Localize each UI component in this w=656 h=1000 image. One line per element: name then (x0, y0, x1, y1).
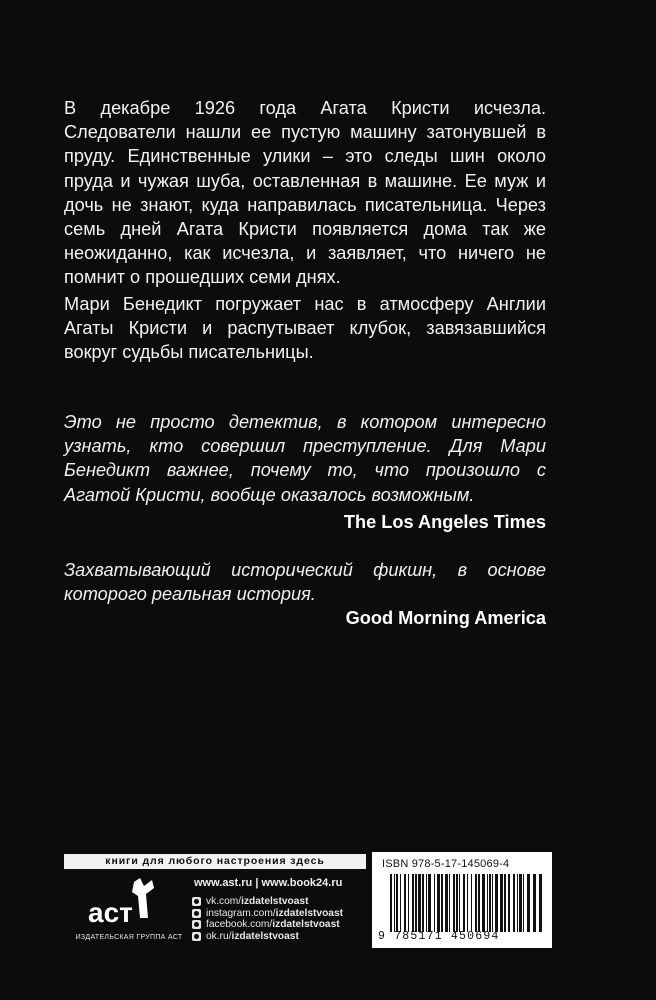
barcode-bar (408, 874, 409, 932)
barcode-bar (504, 874, 506, 932)
barcode-bar (489, 874, 491, 932)
review-quote-2: Захватывающий исторический фикшн, в основе которого реальная история. (64, 560, 546, 605)
barcode-bar (390, 874, 392, 932)
social-link-0[interactable] (192, 896, 343, 908)
social-link-handle: izdatelstvoast (275, 907, 344, 919)
barcode-bar (513, 874, 515, 932)
social-link-prefix: ok.ru/ (206, 930, 232, 942)
barcode-bar (426, 874, 427, 932)
social-link-1[interactable] (192, 908, 343, 920)
barcode-bar (467, 874, 468, 932)
barcode-bar (482, 874, 485, 932)
ok-icon (192, 932, 201, 941)
barcode-bar (445, 874, 448, 932)
publisher-websites[interactable]: www.ast.ru | www.book24.ru (194, 877, 343, 889)
barcode-bar (519, 874, 522, 932)
annotation-2 (64, 292, 546, 365)
barcode-bar (449, 874, 450, 932)
barcode-bar (437, 874, 440, 932)
barcode-bar (475, 874, 477, 932)
barcode (390, 874, 544, 932)
barcode-bar (478, 874, 480, 932)
barcode-bar (422, 874, 424, 932)
vk-icon (192, 897, 201, 906)
barcode-digits: 9 785171 450694 (378, 930, 500, 943)
barcode-bar (539, 874, 542, 932)
social-link-2[interactable] (192, 919, 343, 931)
barcode-bar (517, 874, 518, 932)
barcode-bar (404, 874, 406, 932)
review-source-1: The Los Angeles Times (343, 512, 546, 532)
barcode-bar (412, 874, 414, 932)
barcode-bar (471, 874, 472, 932)
barcode-bar (523, 874, 524, 932)
barcode-bar (453, 874, 455, 932)
annotation-paragraph-2: Мари Бенедикт погружает нас в атмосферу Англии Агаты Кристи и распутывает клубок, завязавшийся вокруг судьбы писательницы. (64, 294, 546, 363)
social-link-prefix: vk.com/ (206, 896, 242, 907)
barcode-bar (434, 874, 435, 932)
review-quote-1: Это не просто детектив, в котором интересно узнать, кто совершил преступление. Для Мари Бенедикт важнее, почему то, что произошло с Агатой Кристи, вообще оказалось возможным. (64, 412, 546, 505)
barcode-bar (456, 874, 458, 932)
social-link-handle: izdatelstvoast (241, 896, 309, 907)
barcode-bar (527, 874, 530, 932)
barcode-bar (492, 874, 493, 932)
instagram-icon (192, 909, 201, 918)
social-link-3[interactable] (192, 931, 343, 943)
ast-logo (88, 876, 168, 928)
review-source-2: Good Morning America (345, 608, 546, 628)
barcode-bar (396, 874, 398, 932)
barcode-bar (495, 874, 498, 932)
social-link-prefix: facebook.com/ (206, 919, 273, 930)
barcode-bar (418, 874, 421, 932)
isbn-barcode-block (372, 852, 552, 948)
logo-text: аст (88, 897, 133, 928)
barcode-bar (441, 874, 443, 932)
social-link-handle: izdatelstvoast (272, 919, 340, 930)
facebook-icon (192, 920, 201, 929)
social-links (192, 896, 343, 942)
isbn-label: ISBN 978-5-17-145069-4 (382, 858, 510, 870)
social-link-prefix: instagram.com/ (206, 907, 276, 919)
barcode-bar (400, 874, 401, 932)
publisher-imprint: ИЗДАТЕЛЬСКАЯ ГРУППА АСТ (75, 934, 183, 941)
barcode-bar (487, 874, 488, 932)
barcode-bar (459, 874, 460, 932)
barcode-bar (500, 874, 503, 932)
barcode-bar (463, 874, 465, 932)
social-link-handle: izdatelstvoast (231, 930, 299, 942)
publisher-tagline: книги для любого настроения здесь (64, 854, 366, 869)
barcode-bar (415, 874, 417, 932)
annotation-paragraph-1: В декабре 1926 года Агата Кристи исчезла. Следователи нашли ее пустую машину затонувшей в пруду. Единственные улики – это следы шин около пруда и чужая шуба, оставленная в машине. Ее муж и дочь не знают, куда направилась писательница. Через семь дней Агата Кристи появляется дома так же неожиданно, как исчезла, и заявляет, что ничего не помнит о прошедших семи днях. (64, 98, 546, 288)
barcode-bar (533, 874, 536, 932)
barcode-bar (428, 874, 431, 932)
annotation (64, 96, 546, 290)
barcode-bar (394, 874, 395, 932)
barcode-bar (508, 874, 510, 932)
